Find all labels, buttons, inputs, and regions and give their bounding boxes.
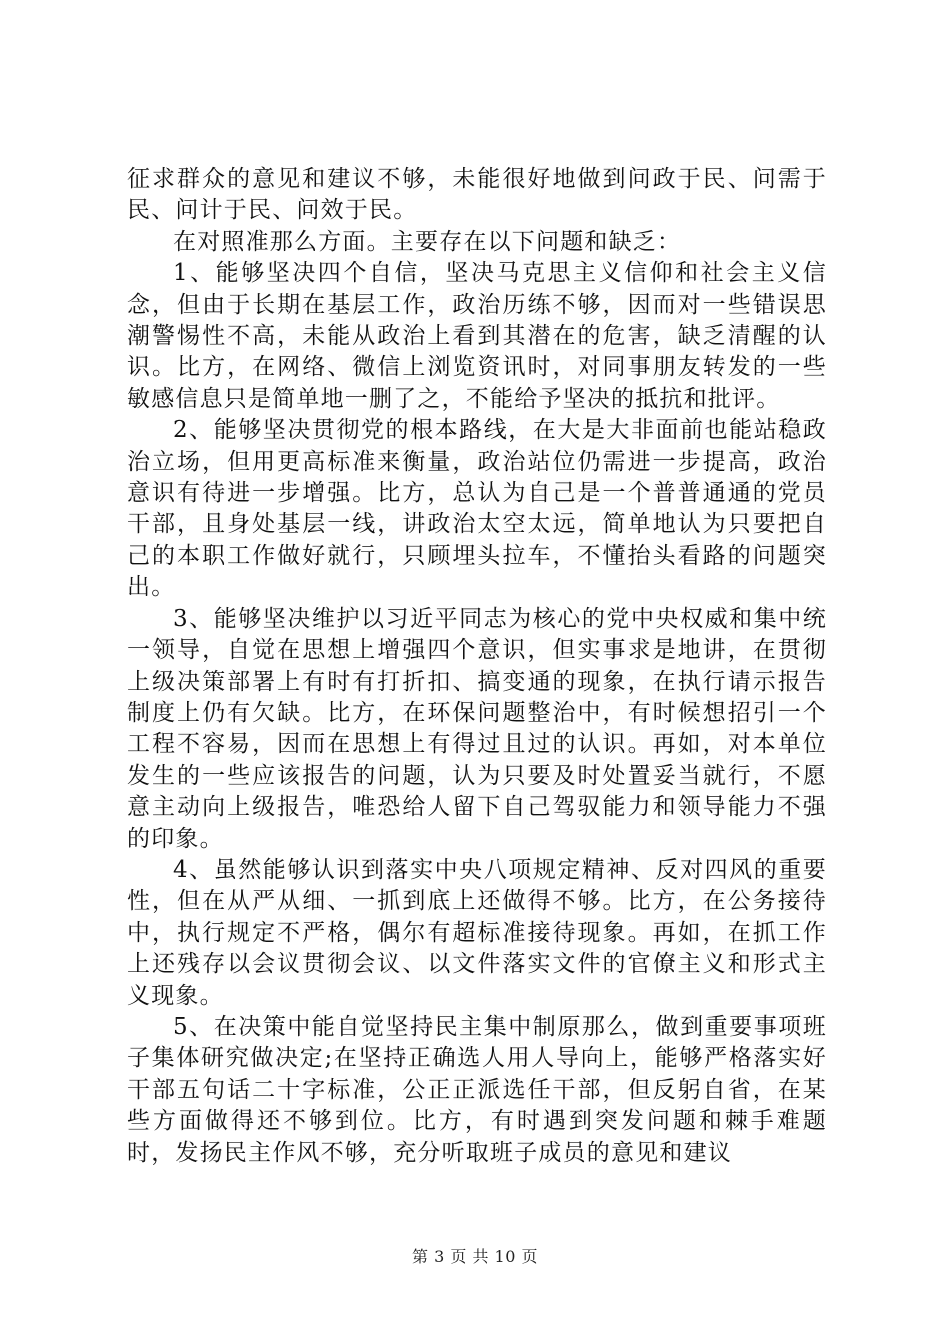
paragraph-item-4: 4、虽然能够认识到落实中央八项规定精神、反对四风的重要性，但在从严从细、一抓到底上还做得不够。比方，在公务接待中，执行规定不严格，偶尔有超标准接待现象。再如，在抓工作上还残存以会议贯彻会议、以文件落实文件的官僚主义和形式主义现象。 (127, 856, 827, 1009)
page-footer: 第 3 页 共 10 页 (412, 1247, 538, 1266)
paragraph-item-3: 3、能够坚决维护以习近平同志为核心的党中央权威和集中统一领导，自觉在思想上增强四个意识，但实事求是地讲，在贯彻上级决策部署上有时有打折扣、搞变通的现象，在执行请示报告制度上仍有欠缺。比方，在环保问题整治中，有时候想招引一个工程不容易，因而在思想上有得过且过的认识。再如，对本单位发生的一些应该报告的问题，认为只要及时处置妥当就行，不愿意主动向上级报告，唯恐给人留下自己驾驭能力和领导能力不强的印象。 (127, 605, 827, 852)
paragraph-continuation: 征求群众的意见和建议不够，未能很好地做到问政于民、问需于民、问计于民、问效于民。 (127, 166, 827, 224)
document-body (127, 164, 827, 1169)
paragraph-intro: 在对照准那么方面。主要存在以下问题和缺乏： (173, 228, 682, 255)
paragraph-item-1: 1、能够坚决四个自信，坚决马克思主义信仰和社会主义信念，但由于长期在基层工作，政治历练不够，因而对一些错误思潮警惕性不高，未能从政治上看到其潜在的危害，缺乏清醒的认识。比方，在网络、微信上浏览资讯时，对同事朋友转发的一些敏感信息只是简单地一删了之，不能给予坚决的抵抗和批评。 (127, 260, 827, 412)
paragraph-item-5: 5、在决策中能自觉坚持民主集中制原那么，做到重要事项班子集体研究做决定;在坚持正确选人用人导向上，能够严格落实好干部五句话二十字标准，公正正派选任干部，但反躬自省，在某些方面做得还不够到位。比方，有时遇到突发问题和棘手难题时，发扬民主作风不够，充分听取班子成员的意见和建议 (127, 1013, 827, 1166)
paragraph-item-2: 2、能够坚决贯彻党的根本路线，在大是大非面前也能站稳政治立场，但用更高标准来衡量，政治站位仍需进一步提高，政治意识有待进一步增强。比方，总认为自己是一个普普通通的党员干部，且身处基层一线，讲政治太空太远，简单地认为只要把自己的本职工作做好就行，只顾埋头拉车，不懂抬头看路的问题突出。 (127, 417, 827, 601)
